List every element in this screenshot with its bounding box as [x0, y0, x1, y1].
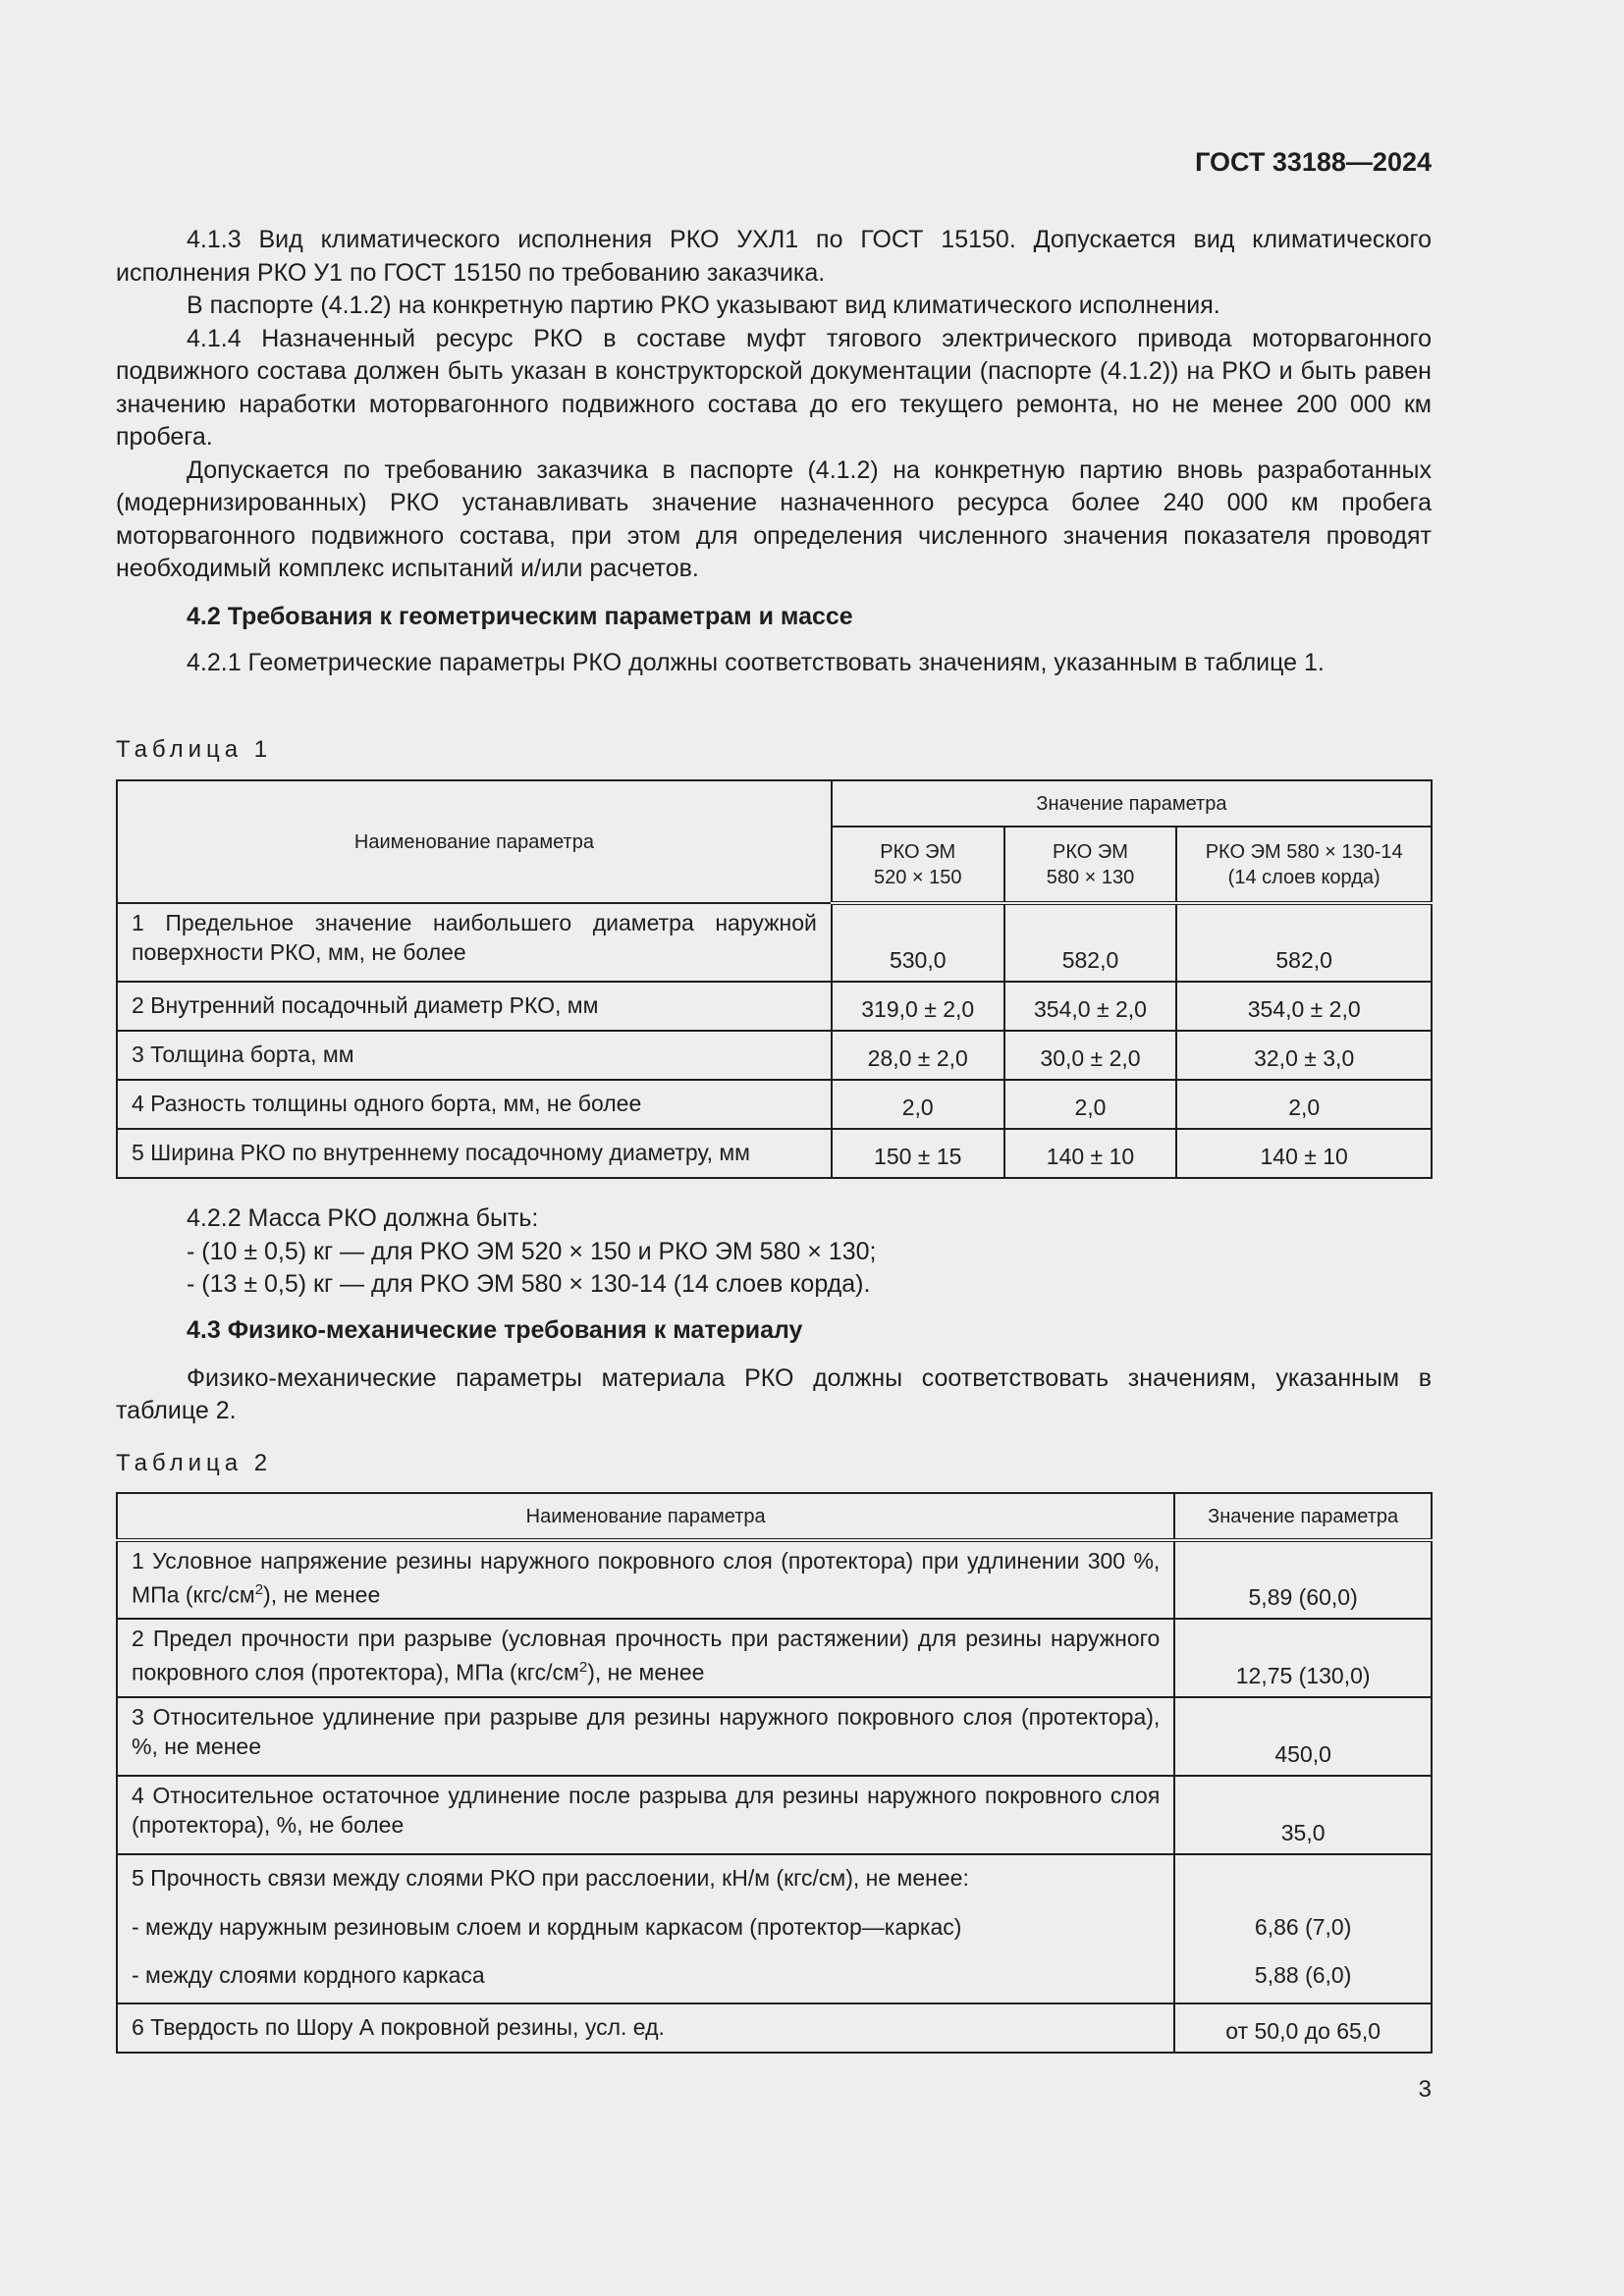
- table1-param-name: 1 Предельное значение наибольшего диаметра наружной поверхности РКО, мм, не более: [117, 903, 832, 982]
- table-row: [117, 903, 1432, 982]
- table1-param-name: 3 Толщина борта, мм: [117, 1031, 832, 1080]
- table2-param-name: 3 Относительное удлинение при разрыве для резины наружного покровного слоя (протектора), %, не менее: [117, 1697, 1174, 1776]
- table1-value: 28,0 ± 2,0: [832, 1031, 1004, 1080]
- table1-value: 582,0: [1004, 903, 1177, 982]
- table2-value: 12,75 (130,0): [1174, 1619, 1432, 1697]
- table1-value: 2,0: [1004, 1080, 1177, 1129]
- table1-value: 32,0 ± 3,0: [1176, 1031, 1432, 1080]
- table2-sub-item: - между наружным резиновым слоем и кордным каркасом (протектор—каркас): [132, 1914, 962, 1940]
- table2-value-group: [1174, 1854, 1432, 2003]
- paragraph-passport: В паспорте (4.1.2) на конкретную партию РКО указывают вид климатического исполнения.: [187, 292, 1220, 319]
- table-row: [117, 1854, 1432, 2003]
- paragraph-4-1-3: 4.1.3 Вид климатического исполнения РКО УХЛ1 по ГОСТ 15150. Допускается вид климатического исполнения РКО У1 по ГОСТ 15150 по требованию заказчика.: [116, 226, 1432, 287]
- table-row: [117, 982, 1432, 1031]
- table2-header-value: Значение параметра: [1174, 1493, 1432, 1540]
- section-4-2: [116, 601, 1432, 679]
- table2-param-name: 2 Предел прочности при разрыве (условная прочность при растяжении) для резины наружного покровного слоя (протектора), МПа $(кгс/см^2)$, не менее: [117, 1619, 1174, 1697]
- paragraph-resource: Допускается по требованию заказчика в паспорте (4.1.2) на конкретную партию вновь разработанных (модернизированных) РКО устанавливать значение назначенного ресурса более 240 000 км пробега моторвагонного подвижного состава, при этом для определения численного значения показателя проводят необходимый комплекс испытаний и/или расчетов.: [116, 455, 1432, 582]
- table1-param-name: 5 Ширина РКО по внутреннему посадочному диаметру, мм: [117, 1129, 832, 1178]
- table2-value: 6,86 (7,0): [1254, 1914, 1352, 1940]
- mass-block: [116, 1202, 1432, 1302]
- table-row: [117, 1129, 1432, 1178]
- table1-value: 2,0: [832, 1080, 1004, 1129]
- table1-value: 30,0 ± 2,0: [1004, 1031, 1177, 1080]
- table2-header-name: Наименование параметра: [117, 1493, 1174, 1540]
- table-row: [117, 1540, 1432, 1619]
- table2-param-name: [117, 1854, 1174, 2003]
- table2-group-title: 5 Прочность связи между слоями РКО при расслоении, кН/м (кгс/см), не менее:: [132, 1865, 969, 1891]
- table1-col-header: РКО ЭМ 580 × 130: [1004, 827, 1177, 903]
- section-title-4-3: 4.3 Физико-механические требования к материалу: [187, 1316, 803, 1344]
- section-4-3: [116, 1314, 1432, 1428]
- paragraph-4-3: Физико-механические параметры материала РКО должны соответствовать значениям, указанным в таблице 2.: [116, 1363, 1432, 1424]
- table1-value: 150 ± 15: [832, 1129, 1004, 1178]
- table2-value: от 50,0 до 65,0: [1174, 2003, 1432, 2053]
- table-row: [117, 1776, 1432, 1854]
- table1-value: 2,0: [1176, 1080, 1432, 1129]
- table1-param-name: 4 Разность толщины одного борта, мм, не более: [117, 1080, 832, 1129]
- table2-value: 35,0: [1174, 1776, 1432, 1854]
- table1-value: 140 ± 10: [1176, 1129, 1432, 1178]
- list-item: - (10 ± 0,5) кг — для РКО ЭМ 520 × 150 и РКО ЭМ 580 × 130;: [187, 1237, 877, 1265]
- table1-header-name: Наименование параметра: [117, 780, 832, 903]
- table1-value: 140 ± 10: [1004, 1129, 1177, 1178]
- table1-header-group: Значение параметра: [832, 780, 1432, 827]
- table1-param-name: 2 Внутренний посадочный диаметр РКО, мм: [117, 982, 832, 1031]
- document-header: ГОСТ 33188—2024: [1195, 147, 1432, 177]
- table2-sub-item: - между слоями кордного каркаса: [132, 1962, 485, 1988]
- table-row: [117, 1697, 1432, 1776]
- table-row: [117, 2003, 1432, 2053]
- table-row: [117, 1080, 1432, 1129]
- table2-param-name: 1 Условное напряжение резины наружного покровного слоя (протектора) при удлинении 300 %, МПа $(кгс/см^2)$, не менее: [117, 1540, 1174, 1619]
- table1-value: 582,0: [1176, 903, 1432, 982]
- table-row: [117, 1031, 1432, 1080]
- table2-param-name: 6 Твердость по Шору А покровной резины, усл. ед.: [117, 2003, 1174, 2053]
- paragraph-4-2-1: 4.2.1 Геометрические параметры РКО должны соответствовать значениям, указанным в таблице 1.: [187, 648, 1325, 676]
- table-1: [116, 779, 1433, 1179]
- table1-value: 354,0 ± 2,0: [1004, 982, 1177, 1031]
- table1-col-header: РКО ЭМ 580 × 130-14 (14 слоев корда): [1176, 827, 1432, 903]
- table1-value: 530,0: [832, 903, 1004, 982]
- table2-value: 450,0: [1174, 1697, 1432, 1776]
- list-item: - (13 ± 0,5) кг — для РКО ЭМ 580 × 130-14 (14 слоев корда).: [187, 1270, 871, 1298]
- table-2: [116, 1492, 1433, 2054]
- table1-caption: Таблица 1: [116, 736, 273, 763]
- page-number: 3: [1418, 2076, 1432, 2103]
- table-row: [117, 1619, 1432, 1697]
- table1-value: 354,0 ± 2,0: [1176, 982, 1432, 1031]
- table1-value: 319,0 ± 2,0: [832, 982, 1004, 1031]
- table2-caption: Таблица 2: [116, 1450, 273, 1476]
- paragraph-4-2-2: 4.2.2 Масса РКО должна быть:: [187, 1204, 539, 1232]
- table1-col-header: РКО ЭМ 520 × 150: [832, 827, 1004, 903]
- table2-param-name: 4 Относительное остаточное удлинение после разрыва для резины наружного покровного слоя (протектора), %, не более: [117, 1776, 1174, 1854]
- paragraph-4-1-4: 4.1.4 Назначенный ресурс РКО в составе муфт тягового электрического привода моторвагонного подвижного состава должен быть указан в конструкторской документации (паспорте (4.1.2)) на РКО и быть равен значению наработки моторвагонного подвижного состава до его текущего ремонта, но не менее 200 000 км пробега.: [116, 324, 1432, 451]
- table2-value: 5,88 (6,0): [1254, 1962, 1352, 1988]
- section-title-4-2: 4.2 Требования к геометрическим параметрам и массе: [187, 603, 853, 630]
- text-block-4-1: [116, 224, 1432, 586]
- table2-value: 5,89 (60,0): [1174, 1540, 1432, 1619]
